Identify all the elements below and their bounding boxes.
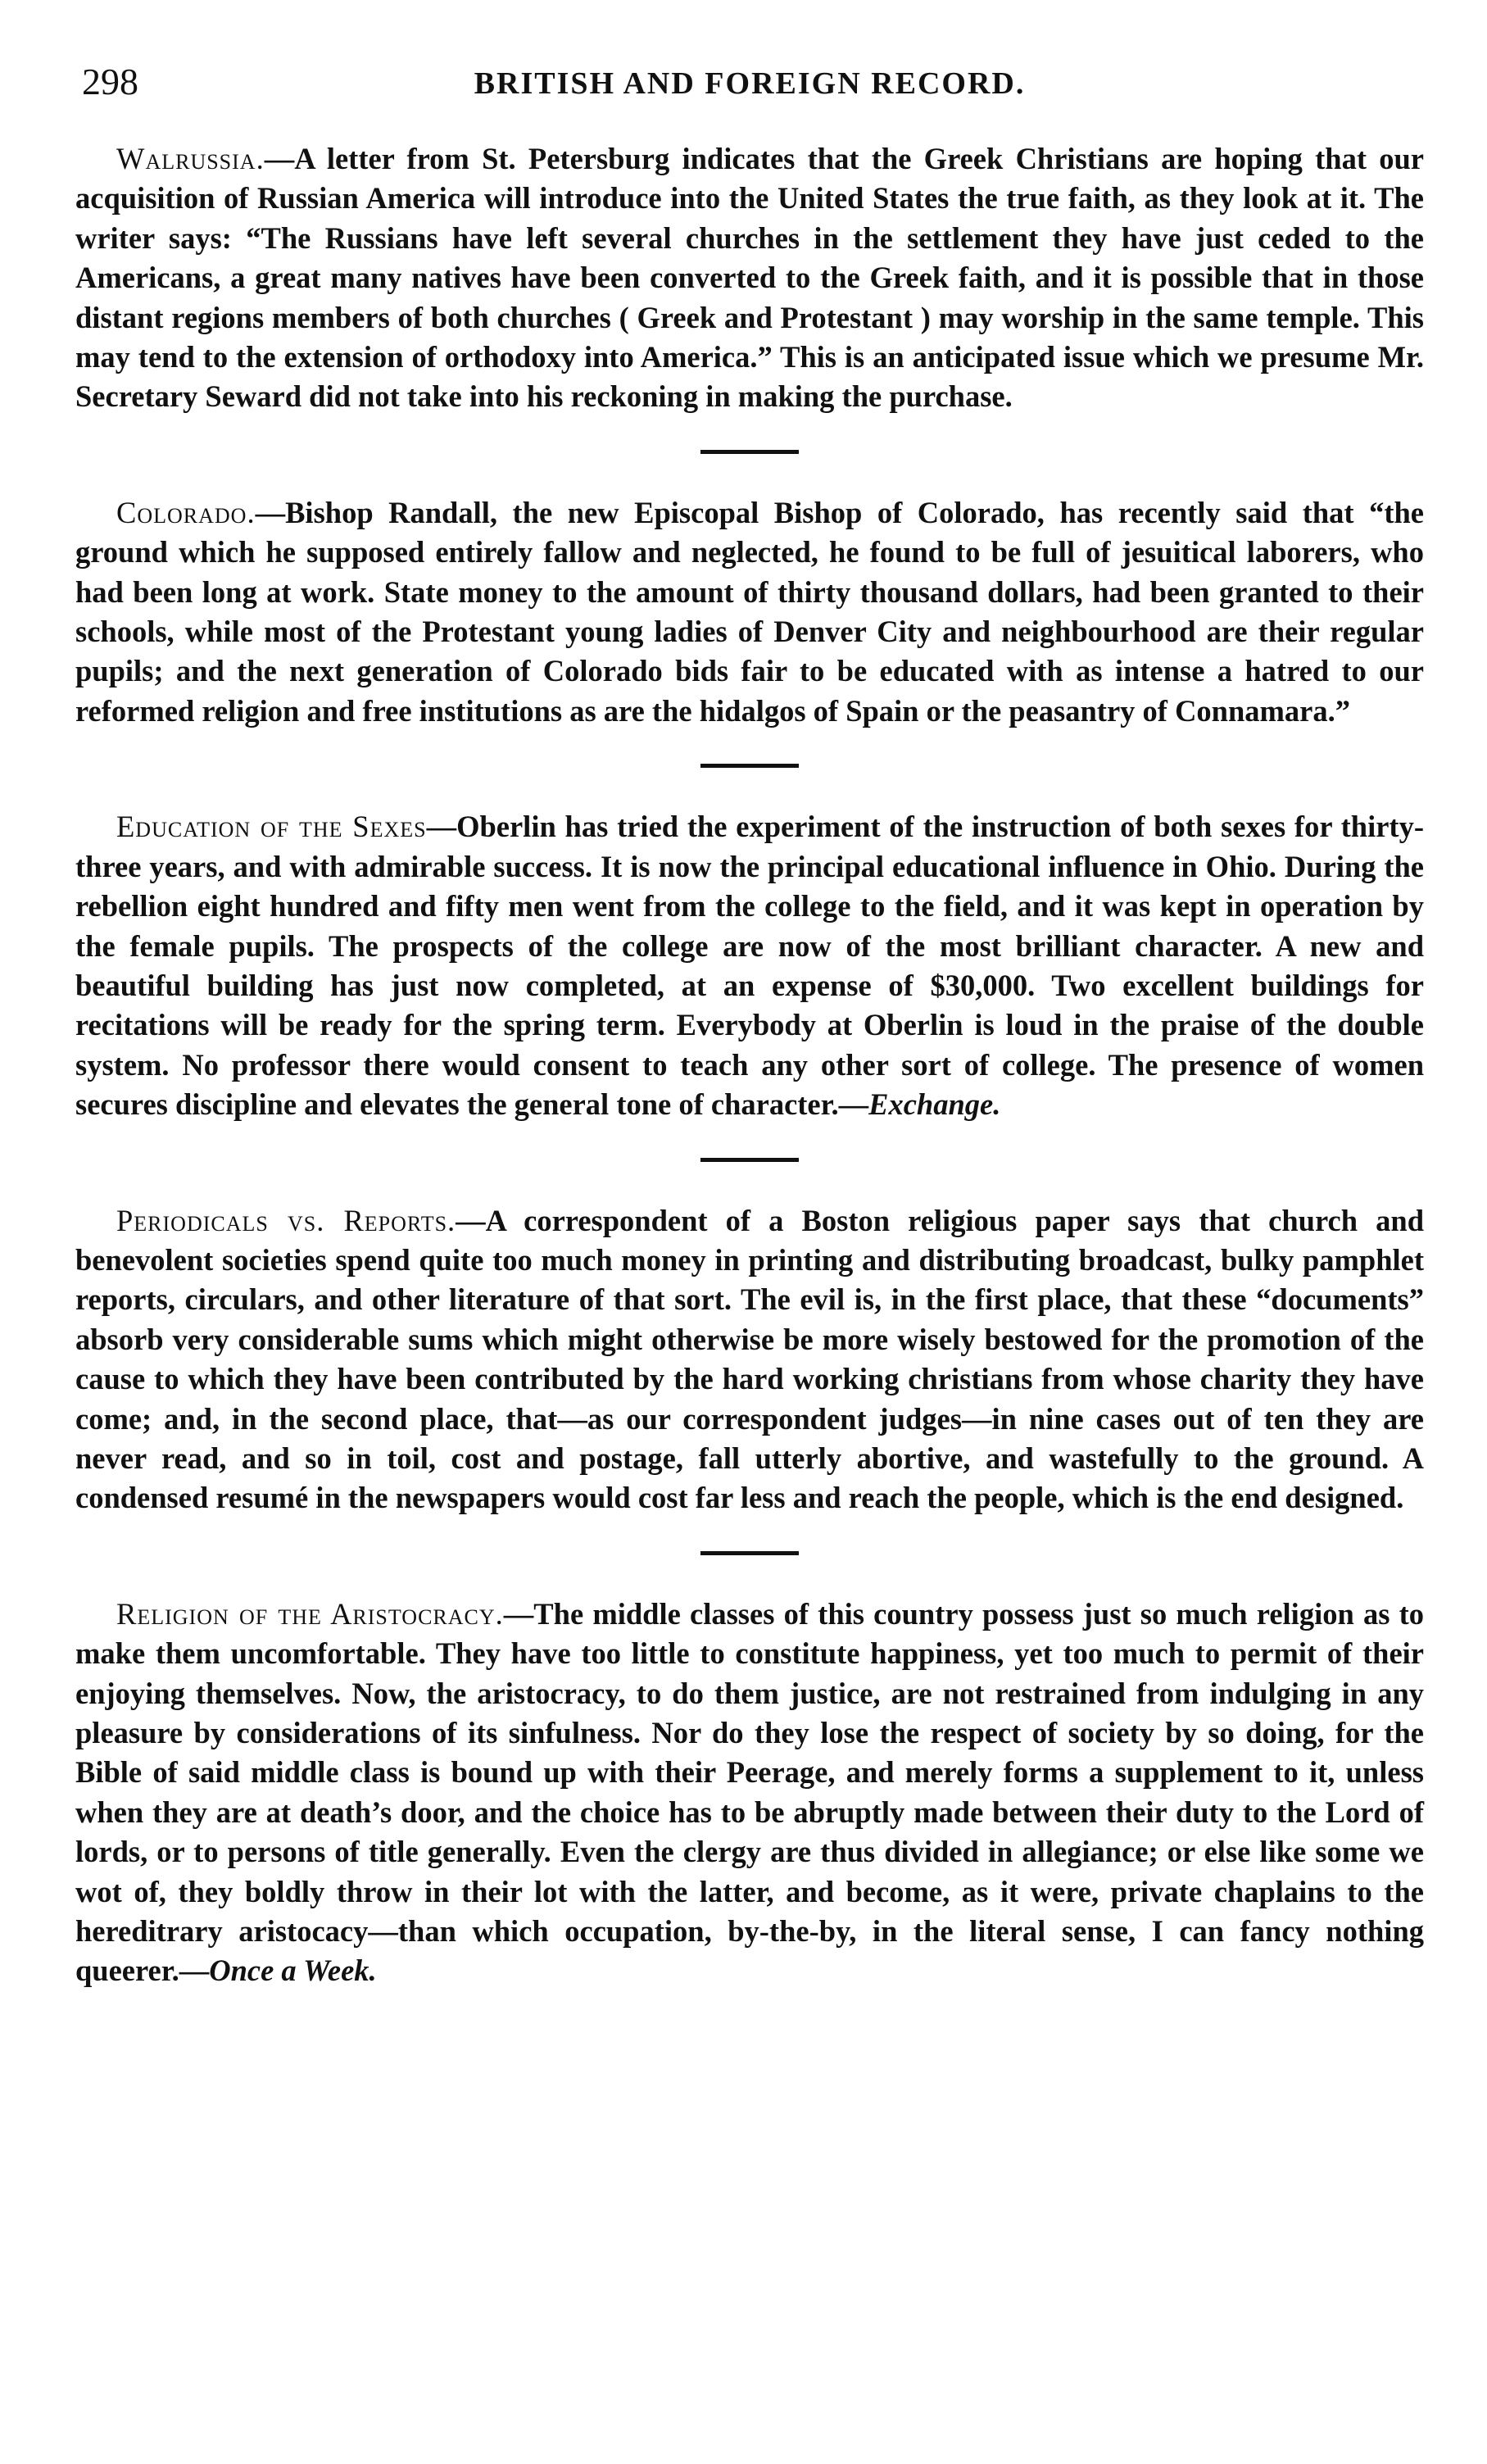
article-paragraph: [75, 807, 1424, 1124]
article-walrussia: [75, 139, 1424, 417]
article-lead: Education of the Sexes: [116, 810, 427, 844]
article-paragraph: [75, 1595, 1424, 1991]
article-source: Once a Week.: [209, 1954, 377, 1988]
journal-title: BRITISH AND FOREIGN RECORD.: [474, 66, 1026, 101]
article-text: —A letter from St. Petersburg indicates that the Greek Christians are hoping that our acquisition of Russian America will introduce into the United States the true faith, as they look at it. The writer says: “The Russians have left several churches in the settlement they have just ceded to the Americans, a great many natives have been converted to the Greek faith, and it is possible that in those distant regions members of both churches ( Greek and Protestant ) may worship in the same temple. This may tend to the extension of orthodoxy into America.” This is an anticipated issue which we presume Mr. Secretary Seward did not take into his reckoning in making the purchase.: [75, 142, 1424, 414]
article-text: —A correspondent of a Boston religious paper says that church and benevolent societies spend quite too much money in printing and distributing broadcast, bulky pamphlet reports, circulars, and other literature of that sort. The evil is, in the first place, that these “documents” absorb very considerable sums which might otherwise be more wisely bestowed for the promotion of the cause to which they have been contributed by the hard working christians from whose charity they have come; and, in the second place, that—as our correspondent judges—in nine cases out of ten they are never read, and so in toil, cost and postage, fall utterly abortive, and wastefully to the ground. A condensed resumé in the newspapers would cost far less and reach the people, which is the end designed.: [75, 1203, 1424, 1515]
article-periodicals-vs-reports: [75, 1201, 1424, 1518]
section-separator: [700, 450, 799, 454]
article-lead: Periodicals vs. Reports.: [116, 1203, 456, 1237]
article-paragraph: [75, 493, 1424, 731]
article-text: —The middle classes of this country possess just so much religion as to make them uncomfortable. They have too little to constitute happiness, yet too much to permit of their enjoying themselves. Now, the aristocracy, to do them justice, are not restrained from indulging in any pleasure by considerations of its sinfulness. Nor do they lose the respect of society by so doing, for the Bible of said middle class is bound up with their Peerage, and merely forms a supplement to it, unless when they are at death’s door, and the choice has to be abruptly made between their duty to the Lord of lords, or to persons of title generally. Even the clergy are thus divided in allegiance; or else like some we wot of, they boldly throw in their lot with the latter, and become, as it were, private chaplains to the hereditrary aristocacy—than which occupation, by-the-by, in the literal sense, I can fancy nothing queerer.—: [75, 1596, 1424, 1988]
article-paragraph: [75, 139, 1424, 417]
article-lead: Walrussia.: [116, 142, 265, 175]
section-separator: [700, 1158, 799, 1162]
running-head: [75, 0, 1424, 115]
article-lead: Religion of the Aristocracy.: [116, 1596, 504, 1631]
article-text: —Oberlin has tried the experiment of the instruction of both sexes for thirty-three years, and with admirable success. It is now the principal educational influence in Ohio. During the rebellion eight hundred and fifty men went from the college to the field, and it was kept in operation by the female pupils. The prospects of the college are now of the most brilliant character. A new and beautiful building has just now completed, at an expense of $30,000. Two excellent buildings for recitations will be ready for the spring term. Everybody at Oberlin is loud in the praise of the double system. No professor there would consent to teach any other sort of college. The presence of women secures discipline and elevates the general tone of character.—: [75, 810, 1424, 1122]
article-religion-of-the-aristocracy: [75, 1595, 1424, 1991]
article-education-of-the-sexes: [75, 807, 1424, 1124]
article-source: Exchange.: [868, 1087, 1001, 1122]
section-separator: [700, 1551, 799, 1555]
page-number: 298: [82, 61, 138, 102]
article-text: —Bishop Randall, the new Episcopal Bishop of Colorado, has recently said that “the ground which he supposed entirely fallow and neglected, he found to be full of jesuitical laborers, who had been long at work. State money to the amount of thirty thousand dollars, had been granted to their schools, while most of the Protestant young ladies of Denver City and neighbourhood are their regular pupils; and the next generation of Colorado bids fair to be educated with as intense a hatred to our reformed religion and free institutions as are the hidalgos of Spain or the peasantry of Connamara.”: [75, 495, 1424, 728]
article-colorado: [75, 493, 1424, 731]
section-separator: [700, 764, 799, 768]
article-lead: Colorado.: [116, 495, 256, 529]
article-paragraph: [75, 1201, 1424, 1518]
page: [75, 0, 1424, 2464]
